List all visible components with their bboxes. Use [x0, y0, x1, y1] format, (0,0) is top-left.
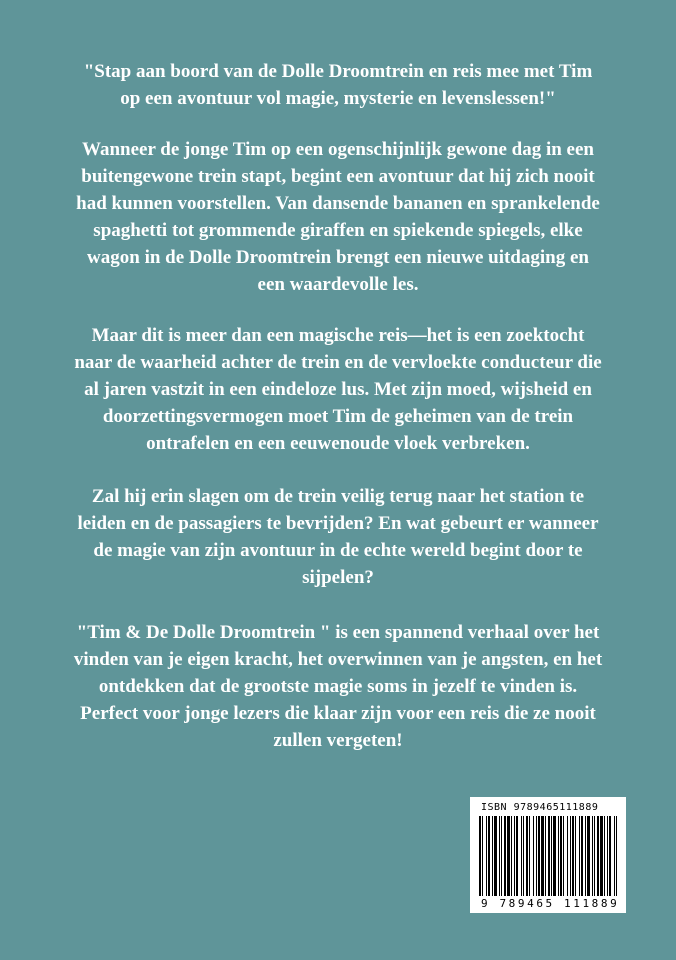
text-line: al jaren vastzit in een eindeloze lus. Met zijn moed, wijsheid en — [84, 379, 592, 400]
barcode-bar — [558, 816, 559, 896]
quest-paragraph — [40, 322, 636, 457]
barcode-bar — [516, 816, 518, 896]
barcode-bar — [592, 816, 593, 896]
text-line: spaghetti tot grommende giraffen en spiekende spiegels, elke — [93, 220, 583, 241]
barcode-bar — [507, 816, 510, 896]
text-line: vinden van je eigen kracht, het overwinnen van je angsten, en het — [73, 649, 603, 670]
barcode-bar — [551, 816, 552, 896]
barcode-bar — [526, 816, 528, 896]
text-line: "Stap aan boord van de Dolle Droomtrein en reis mee met Tim — [83, 61, 593, 82]
barcode-bar — [581, 816, 583, 896]
barcode-bar — [614, 816, 615, 896]
text-line: naar de waarheid achter de trein en de vervloekte conducteur die — [74, 352, 602, 373]
barcode-bar — [609, 816, 611, 896]
barcode-bar — [511, 816, 512, 896]
barcode-bar — [579, 816, 580, 896]
barcode-bar — [501, 816, 502, 896]
text-line: Wanneer de jonge Tim op een ogenschijnlijk gewone dag in een — [82, 139, 594, 160]
barcode-bar — [499, 816, 500, 896]
barcode-bar — [492, 816, 493, 896]
barcode-bar — [597, 816, 599, 896]
barcode-bar — [541, 816, 544, 896]
barcode-bar — [563, 816, 564, 896]
barcode-bar — [570, 816, 571, 896]
intro-paragraph — [40, 136, 636, 298]
question-paragraph — [40, 483, 636, 591]
text-line: "Tim & De Dolle Droomtrein " is een spannend verhaal over het — [76, 622, 600, 643]
text-line: doorzettingsvermogen moet Tim de geheimen van de trein — [102, 406, 574, 427]
barcode-bar — [533, 816, 534, 896]
barcode-bar — [553, 816, 556, 896]
text-line: ontdekken dat de grootste magie soms in jezelf te vinden is. — [98, 676, 578, 697]
barcode-bar — [548, 816, 550, 896]
barcode-bar — [594, 816, 595, 896]
closing-paragraph — [40, 619, 636, 754]
text-line: zullen vergeten! — [273, 730, 403, 751]
text-line: wagon in de Dolle Droomtrein brengt een nieuwe uitdaging en — [87, 247, 589, 268]
barcode-bar — [523, 816, 524, 896]
text-line: de magie van zijn avontuur in de echte wereld begint door te — [93, 540, 583, 561]
isbn-label: ISBN 9789465111889 — [481, 802, 599, 813]
barcode-bar — [504, 816, 506, 896]
barcode-bar — [604, 816, 605, 896]
barcode-bar — [536, 816, 537, 896]
barcode-bar — [479, 816, 481, 896]
tagline-paragraph — [40, 58, 636, 112]
barcode-bar — [575, 816, 576, 896]
text-line: sijpelen? — [302, 567, 374, 588]
barcode-bar — [567, 816, 568, 896]
text-line: Perfect voor jonge lezers die klaar zijn voor een reis die ze nooit — [80, 703, 596, 724]
barcode-bar — [585, 816, 586, 896]
barcode-bar — [494, 816, 497, 896]
barcode-bar — [560, 816, 562, 896]
barcode-bar — [587, 816, 590, 896]
barcode-bar — [538, 816, 540, 896]
barcode-bar — [486, 816, 487, 896]
barcode-bar — [545, 816, 546, 896]
text-line: Zal hij erin slagen om de trein veilig terug naar het station te — [91, 486, 585, 507]
text-line: ontrafelen en een eeuwenoude vloek verbreken. — [146, 433, 530, 454]
barcode-bars — [479, 816, 617, 896]
text-line: had kunnen voorstellen. Van dansende bananen en sprankelende — [76, 193, 600, 214]
text-line: buitengewone trein stapt, begint een avontuur dat hij zich nooit — [81, 166, 595, 187]
text-line: leiden en de passagiers te bevrijden? En wat gebeurt er wanneer — [77, 513, 599, 534]
barcode-bar — [529, 816, 530, 896]
text-line: een waardevolle les. — [257, 274, 419, 295]
barcode-bar — [572, 816, 574, 896]
isbn-barcode — [470, 797, 626, 913]
text-line: op een avontuur vol magie, mysterie en levenslessen!" — [120, 88, 556, 109]
barcode-bar — [482, 816, 483, 896]
barcode-bar — [514, 816, 515, 896]
barcode-bar — [488, 816, 490, 896]
isbn-digits: 9 789465 111889 — [481, 897, 620, 910]
barcode-bar — [607, 816, 608, 896]
text-line: Maar dit is meer dan een magische reis—het is een zoektocht — [91, 325, 585, 346]
barcode-bar — [616, 816, 617, 896]
barcode-bar — [600, 816, 603, 896]
barcode-bar — [521, 816, 522, 896]
